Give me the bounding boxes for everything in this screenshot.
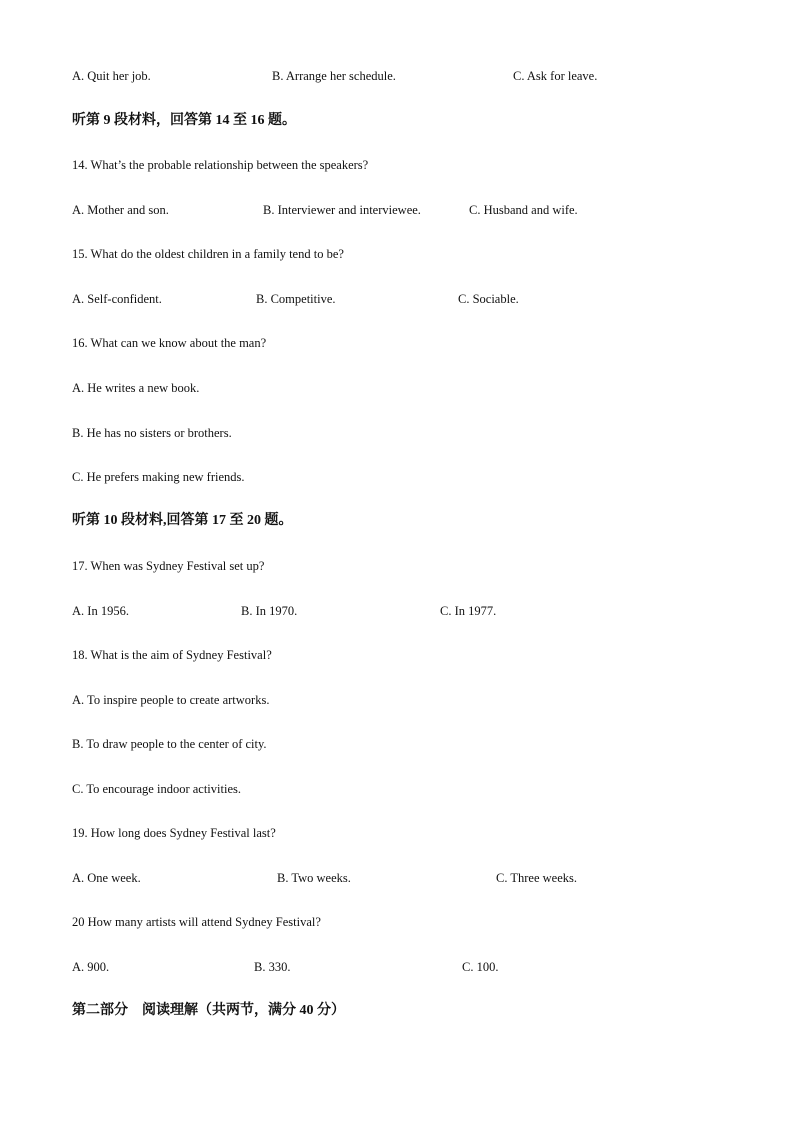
q16-option-c: C. He prefers making new friends. <box>72 470 245 484</box>
q14-option-b: B. Interviewer and interviewee. <box>263 203 421 217</box>
q15-option-b: B. Competitive. <box>256 292 336 306</box>
q14-option-a: A. Mother and son. <box>72 203 169 217</box>
q18-option-b: B. To draw people to the center of city. <box>72 737 267 751</box>
q20-option-b: B. 330. <box>254 960 291 974</box>
q20-option-c: C. 100. <box>462 960 499 974</box>
section-9-heading: 听第 9 段材料，回答第 14 至 16 题。 <box>72 113 296 128</box>
q17-option-a: A. In 1956. <box>72 604 129 618</box>
q20-option-a: A. 900. <box>72 960 110 974</box>
q16-stem: 16. What can we know about the man? <box>72 336 267 350</box>
q18-option-c: C. To encourage indoor activities. <box>72 782 241 796</box>
q16-option-a: A. He writes a new book. <box>72 381 200 395</box>
q18-option-a: A. To inspire people to create artworks. <box>72 693 270 707</box>
q19-stem: 19. How long does Sydney Festival last? <box>72 826 276 840</box>
q17-stem: 17. When was Sydney Festival set up? <box>72 559 265 573</box>
q19-option-c: C. Three weeks. <box>496 871 577 885</box>
q17-option-b: B. In 1970. <box>241 604 298 618</box>
q15-option-a: A. Self-confident. <box>72 292 162 306</box>
q19-option-b: B. Two weeks. <box>277 871 351 885</box>
q14-option-c: C. Husband and wife. <box>469 203 578 217</box>
q16-option-b: B. He has no sisters or brothers. <box>72 426 232 440</box>
q15-option-c: C. Sociable. <box>458 292 519 306</box>
part-2-heading: 第二部分 阅读理解（共两节，满分 40 分） <box>72 1003 345 1018</box>
q20-stem: 20 How many artists will attend Sydney Festival? <box>72 915 321 929</box>
q17-option-c: C. In 1977. <box>440 604 497 618</box>
section-10-heading: 听第 10 段材料,回答第 17 至 20 题。 <box>72 513 293 528</box>
q13-option-a: A. Quit her job. <box>72 69 151 83</box>
q13-option-b: B. Arrange her schedule. <box>272 69 396 83</box>
q15-stem: 15. What do the oldest children in a family tend to be? <box>72 247 344 261</box>
q13-option-c: C. Ask for leave. <box>513 69 598 83</box>
q14-stem: 14. What’s the probable relationship between the speakers? <box>72 158 369 172</box>
q19-option-a: A. One week. <box>72 871 141 885</box>
q18-stem: 18. What is the aim of Sydney Festival? <box>72 648 272 662</box>
